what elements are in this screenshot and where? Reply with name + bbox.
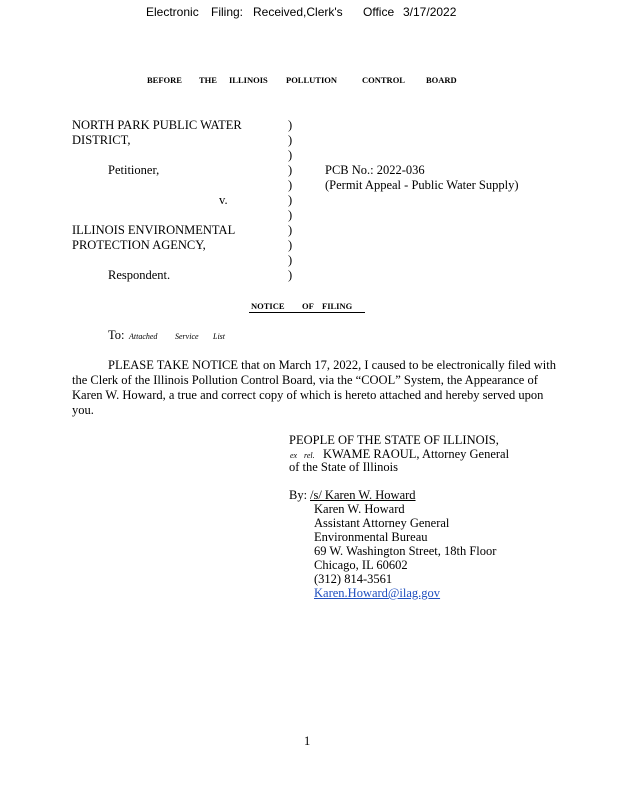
header-received: Received,Clerk's (253, 5, 343, 19)
to-service: Service (175, 332, 199, 341)
board-title-word: CONTROL (362, 75, 405, 85)
to-label: To: (108, 328, 125, 342)
signature-email-link[interactable]: Karen.Howard@ilag.gov (314, 586, 441, 600)
to-attached: Attached (129, 332, 158, 341)
header-filing: Filing: (211, 5, 244, 19)
signature-people: PEOPLE OF THE STATE OF ILLINOIS, (289, 433, 499, 447)
board-title-word: POLLUTION (286, 75, 338, 85)
board-title-word: ILLINOIS (229, 75, 268, 85)
signature-of-state: of the State of Illinois (289, 460, 399, 474)
board-title-word: BEFORE (147, 75, 182, 85)
signature-title: Assistant Attorney General (314, 516, 450, 530)
signature-street: 69 W. Washington Street, 18th Floor (314, 544, 497, 558)
respondent-name-line1: ILLINOIS ENVIRONMENTAL (72, 223, 236, 237)
respondent-label: Respondent. (108, 268, 171, 282)
notice-title-word: FILING (322, 301, 353, 311)
header-electronic: Electronic (146, 5, 199, 19)
signature-ex: ex (290, 451, 298, 460)
signature-signed: /s/ Karen W. Howard (310, 488, 416, 502)
board-title-word: THE (199, 75, 217, 85)
header-date: 3/17/2022 (403, 5, 457, 19)
petitioner-name-line1: NORTH PARK PUBLIC WATER (72, 118, 242, 132)
versus-label: v. (219, 193, 228, 207)
body-line-2: the Clerk of the Illinois Pollution Control Board, via the “COOL” System, the Appearance of (72, 373, 538, 387)
signature-name: Karen W. Howard (314, 502, 405, 516)
board-title-word: BOARD (426, 75, 457, 85)
signature-by: By: (289, 488, 308, 502)
signature-city: Chicago, IL 60602 (314, 558, 408, 572)
notice-title-underline (249, 312, 365, 313)
pcb-number: PCB No.: 2022-036 (325, 163, 425, 177)
caption-paren: ) (288, 148, 293, 162)
body-line-1: PLEASE TAKE NOTICE that on March 17, 2022, I caused to be electronically filed with (108, 358, 556, 372)
caption-paren: ) (288, 193, 293, 207)
body-line-3: Karen W. Howard, a true and correct copy of which is hereto attached and hereby served upon (72, 388, 544, 402)
caption-paren: ) (288, 178, 293, 192)
page-number: 1 (304, 734, 311, 748)
caption-paren: ) (288, 133, 293, 147)
respondent-name-line2: PROTECTION AGENCY, (72, 238, 206, 252)
signature-phone: (312) 814-3561 (314, 572, 393, 586)
caption-paren: ) (288, 208, 293, 222)
signature-ag-name: KWAME RAOUL, Attorney General (323, 447, 510, 461)
header-office: Office (363, 5, 395, 19)
caption-paren: ) (288, 268, 293, 282)
caption-paren: ) (288, 253, 293, 267)
petitioner-label: Petitioner, (108, 163, 160, 177)
signature-bureau: Environmental Bureau (314, 530, 428, 544)
body-line-4: you. (72, 403, 94, 417)
signature-rel: rel. (304, 451, 315, 460)
caption-paren: ) (288, 238, 293, 252)
to-list: List (213, 332, 226, 341)
case-type: (Permit Appeal - Public Water Supply) (325, 178, 519, 192)
notice-title-word: OF (302, 301, 314, 311)
caption-paren: ) (288, 223, 293, 237)
caption-paren: ) (288, 163, 293, 177)
notice-title-word: NOTICE (251, 301, 285, 311)
caption-paren: ) (288, 118, 293, 132)
petitioner-name-line2: DISTRICT, (72, 133, 131, 147)
